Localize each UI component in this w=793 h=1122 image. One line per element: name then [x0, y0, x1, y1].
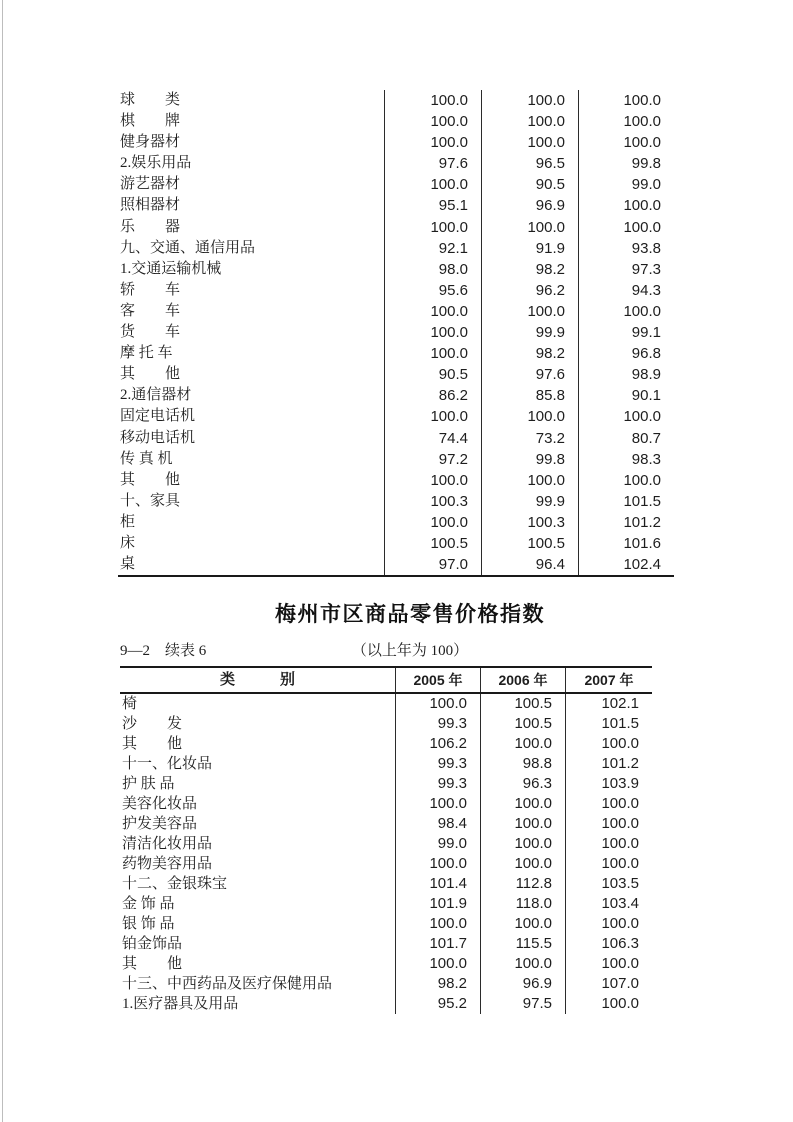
value-2007: 102.4 [578, 554, 674, 575]
value-2007: 102.1 [565, 694, 652, 714]
value-2005: 99.3 [395, 754, 480, 774]
value-2006: 100.0 [480, 734, 565, 754]
value-2007: 100.0 [565, 734, 652, 754]
value-2007: 103.5 [565, 874, 652, 894]
page-title: 梅州市区商品零售价格指数 [275, 603, 545, 626]
value-2006: 100.0 [481, 470, 578, 491]
row-label: 货 车 [120, 324, 181, 341]
table-row [118, 90, 674, 111]
value-2005: 97.0 [384, 554, 481, 575]
value-2006: 100.0 [480, 814, 565, 834]
row-label: 护 肤 品 [122, 776, 175, 792]
row-label: 乐 器 [120, 218, 181, 235]
table-row [118, 512, 674, 533]
value-2006: 99.8 [481, 449, 578, 470]
value-2005: 90.5 [384, 364, 481, 385]
value-2005: 100.0 [384, 90, 481, 111]
row-label: 客 车 [120, 302, 181, 319]
upper-price-index-table [118, 90, 674, 577]
value-2006: 100.5 [480, 714, 565, 734]
year-2007-header: 2007 年 [565, 668, 652, 692]
value-2005: 98.0 [384, 259, 481, 280]
value-2007: 100.0 [565, 814, 652, 834]
row-label: 其 他 [120, 471, 181, 488]
row-label: 银 饰 品 [122, 916, 175, 932]
value-2005: 100.0 [384, 301, 481, 322]
value-2007: 100.0 [565, 794, 652, 814]
value-2007: 96.8 [578, 343, 674, 364]
value-2006: 98.2 [481, 259, 578, 280]
table-row [120, 914, 652, 934]
value-2005: 106.2 [395, 734, 480, 754]
table-row [118, 343, 674, 364]
value-2006: 90.5 [481, 174, 578, 195]
table-row [118, 280, 674, 301]
value-2006: 112.8 [480, 874, 565, 894]
row-label: 游艺器材 [120, 176, 181, 193]
table-row [120, 874, 652, 894]
table-row [118, 259, 674, 280]
value-2005: 97.6 [384, 153, 481, 174]
table-row [120, 794, 652, 814]
value-2006: 98.2 [481, 343, 578, 364]
row-label: 九、交通、通信用品 [120, 239, 256, 256]
row-label: 棋 牌 [120, 113, 181, 130]
caption-row [120, 639, 700, 659]
value-2006: 115.5 [480, 934, 565, 954]
year-2005-header: 2005 年 [395, 668, 480, 692]
lower-price-index-table [120, 666, 652, 1014]
table-row [118, 301, 674, 322]
lower-table-body [120, 694, 652, 1014]
table-row [118, 533, 674, 554]
value-2005: 99.3 [395, 714, 480, 734]
table-row [120, 974, 652, 994]
value-2005: 100.0 [395, 694, 480, 714]
value-2006: 96.4 [481, 554, 578, 575]
value-2006: 100.0 [481, 132, 578, 153]
table-row [118, 554, 674, 575]
value-2007: 99.0 [578, 174, 674, 195]
value-2005: 98.2 [395, 974, 480, 994]
value-2006: 96.9 [481, 195, 578, 216]
value-2007: 100.0 [578, 301, 674, 322]
row-label: 其 他 [120, 366, 181, 383]
value-2006: 85.8 [481, 385, 578, 406]
table-row [118, 111, 674, 132]
row-label: 护发美容品 [122, 816, 198, 832]
value-2005: 99.3 [395, 774, 480, 794]
value-2005: 92.1 [384, 238, 481, 259]
value-2005: 100.3 [384, 491, 481, 512]
value-2007: 101.2 [565, 754, 652, 774]
table-row [118, 364, 674, 385]
value-2005: 101.4 [395, 874, 480, 894]
upper-table-body [118, 90, 674, 575]
value-2007: 100.0 [578, 217, 674, 238]
table-row [120, 714, 652, 734]
value-2007: 100.0 [578, 470, 674, 491]
value-2005: 100.0 [384, 132, 481, 153]
value-2006: 97.5 [480, 994, 565, 1014]
row-label: 其 他 [122, 736, 183, 752]
value-2006: 100.0 [480, 794, 565, 814]
table-row [118, 153, 674, 174]
value-2005: 100.0 [384, 512, 481, 533]
value-2005: 95.1 [384, 195, 481, 216]
row-label: 摩 托 车 [120, 345, 173, 362]
table-row [120, 814, 652, 834]
value-2005: 100.0 [395, 914, 480, 934]
value-2006: 100.0 [480, 914, 565, 934]
value-2007: 100.0 [578, 132, 674, 153]
lower-table-header [120, 668, 652, 694]
table-row [118, 132, 674, 153]
value-2007: 80.7 [578, 428, 674, 449]
value-2006: 96.2 [481, 280, 578, 301]
value-2005: 100.0 [384, 174, 481, 195]
row-label: 十、家具 [120, 492, 181, 509]
value-2006: 99.9 [481, 322, 578, 343]
table-row [120, 994, 652, 1014]
value-2006: 118.0 [480, 894, 565, 914]
table-row [120, 934, 652, 954]
table-row [120, 894, 652, 914]
value-2006: 97.6 [481, 364, 578, 385]
row-label: 金 饰 品 [122, 896, 175, 912]
row-label: 铂金饰品 [122, 936, 183, 952]
value-2007: 100.0 [565, 954, 652, 974]
value-2006: 96.9 [480, 974, 565, 994]
category-header: 类 别 [219, 671, 295, 688]
title-block [120, 600, 700, 630]
value-2005: 99.0 [395, 834, 480, 854]
value-2006: 100.0 [480, 854, 565, 874]
table-row [120, 834, 652, 854]
table-row [120, 954, 652, 974]
value-2007: 103.9 [565, 774, 652, 794]
value-2005: 100.0 [395, 794, 480, 814]
table-row [118, 217, 674, 238]
value-2006: 100.0 [480, 834, 565, 854]
table-code: 9—2 续表 6 [120, 643, 207, 659]
row-label: 沙 发 [122, 716, 183, 732]
row-label: 轿 车 [120, 281, 181, 298]
table-row [120, 734, 652, 754]
value-2005: 100.0 [384, 343, 481, 364]
value-2006: 100.3 [481, 512, 578, 533]
value-2005: 97.2 [384, 449, 481, 470]
row-label: 十一、化妆品 [122, 756, 213, 772]
value-2007: 90.1 [578, 385, 674, 406]
table-row [120, 694, 652, 714]
value-2007: 100.0 [578, 195, 674, 216]
value-2005: 101.7 [395, 934, 480, 954]
value-2005: 100.0 [384, 111, 481, 132]
row-label: 传 真 机 [120, 450, 173, 467]
row-label: 十三、中西药品及医疗保健用品 [122, 976, 333, 992]
value-2007: 107.0 [565, 974, 652, 994]
row-label: 1.交通运输机械 [120, 260, 222, 277]
table-row [120, 854, 652, 874]
value-2006: 100.0 [480, 954, 565, 974]
table-row [118, 428, 674, 449]
value-2006: 100.0 [481, 301, 578, 322]
table-row [118, 491, 674, 512]
value-2006: 73.2 [481, 428, 578, 449]
row-label: 清洁化妆用品 [122, 836, 213, 852]
value-2006: 100.5 [480, 694, 565, 714]
value-2006: 91.9 [481, 238, 578, 259]
table-row [118, 470, 674, 491]
value-2007: 100.0 [578, 90, 674, 111]
value-2006: 99.9 [481, 491, 578, 512]
row-label: 固定电话机 [120, 408, 196, 425]
row-label: 其 他 [122, 956, 183, 972]
value-2005: 101.9 [395, 894, 480, 914]
row-label: 2.娱乐用品 [120, 155, 192, 172]
value-2007: 101.5 [578, 491, 674, 512]
page-scan-edge [2, 0, 3, 1122]
value-2006: 100.5 [481, 533, 578, 554]
value-2006: 98.8 [480, 754, 565, 774]
value-2005: 86.2 [384, 385, 481, 406]
value-2005: 100.0 [384, 322, 481, 343]
table-row [118, 406, 674, 427]
value-2007: 98.9 [578, 364, 674, 385]
table-row [118, 195, 674, 216]
value-2006: 100.0 [481, 217, 578, 238]
value-2007: 100.0 [578, 406, 674, 427]
row-label: 十二、金银珠宝 [122, 876, 228, 892]
table-row [120, 774, 652, 794]
value-2005: 100.0 [384, 406, 481, 427]
value-2005: 100.0 [384, 470, 481, 491]
row-label: 桌 [120, 556, 136, 573]
value-2007: 106.3 [565, 934, 652, 954]
table-row [118, 322, 674, 343]
value-2005: 100.0 [395, 954, 480, 974]
value-2007: 100.0 [565, 994, 652, 1014]
value-2006: 100.0 [481, 406, 578, 427]
table-row [118, 449, 674, 470]
value-2007: 101.5 [565, 714, 652, 734]
value-2007: 94.3 [578, 280, 674, 301]
value-2005: 95.2 [395, 994, 480, 1014]
value-2005: 95.6 [384, 280, 481, 301]
row-label: 美容化妆品 [122, 796, 198, 812]
value-2007: 100.0 [565, 914, 652, 934]
value-2006: 96.5 [481, 153, 578, 174]
row-label: 健身器材 [120, 134, 181, 151]
value-2007: 101.2 [578, 512, 674, 533]
value-2006: 96.3 [480, 774, 565, 794]
value-2006: 100.0 [481, 111, 578, 132]
value-2007: 103.4 [565, 894, 652, 914]
year-2006-header: 2006 年 [480, 668, 565, 692]
table-row [118, 238, 674, 259]
value-2007: 99.8 [578, 153, 674, 174]
value-2005: 100.0 [384, 217, 481, 238]
row-label: 1.医疗器具及用品 [122, 996, 239, 1012]
value-2007: 93.8 [578, 238, 674, 259]
row-label: 椅 [122, 696, 138, 712]
table-row [118, 385, 674, 406]
row-label: 移动电话机 [120, 429, 196, 446]
row-label: 柜 [120, 513, 136, 530]
value-2007: 98.3 [578, 449, 674, 470]
value-2007: 99.1 [578, 322, 674, 343]
row-label: 球 类 [120, 92, 181, 108]
row-label: 2.通信器材 [120, 387, 192, 404]
table-row [118, 174, 674, 195]
table-row [120, 754, 652, 774]
base-year-note: （以上年为 100） [351, 643, 469, 659]
value-2007: 101.6 [578, 533, 674, 554]
value-2007: 100.0 [565, 854, 652, 874]
value-2007: 100.0 [578, 111, 674, 132]
value-2006: 100.0 [481, 90, 578, 111]
row-label: 照相器材 [120, 197, 181, 214]
row-label: 药物美容用品 [122, 856, 213, 872]
value-2005: 100.0 [395, 854, 480, 874]
value-2007: 100.0 [565, 834, 652, 854]
value-2005: 74.4 [384, 428, 481, 449]
value-2007: 97.3 [578, 259, 674, 280]
value-2005: 98.4 [395, 814, 480, 834]
value-2005: 100.5 [384, 533, 481, 554]
row-label: 床 [120, 534, 136, 551]
